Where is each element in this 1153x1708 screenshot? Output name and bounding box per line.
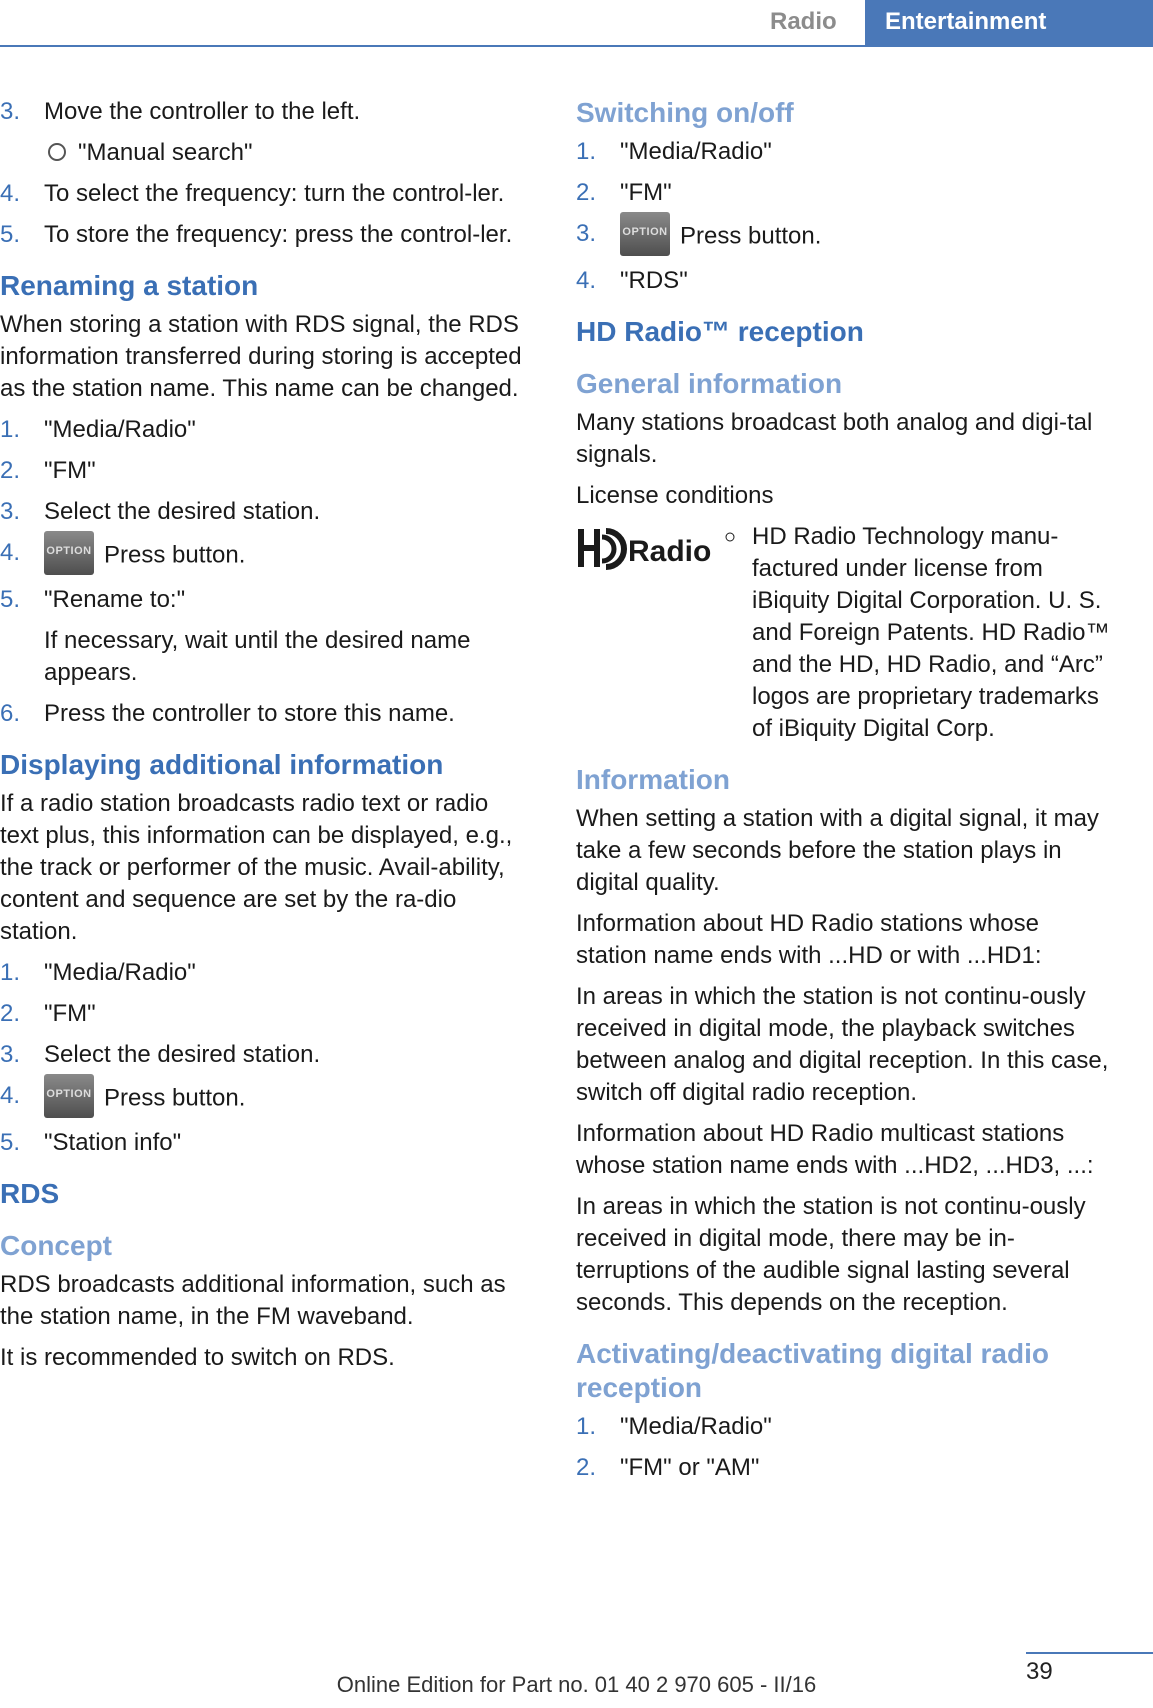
paragraph: If a radio station broadcasts radio text or radio text plus, this information can be displayed, e.g., the track or performer of the music. Avail-ability, content and sequence are set by the ra-dio station. <box>0 790 513 945</box>
right-column <box>576 96 1116 1493</box>
paragraph: In areas in which the station is not continu-ously received in digital mode, the playback switches between analog and digital reception. In this case, switch off digital radio reception. <box>576 983 1109 1106</box>
list-item-sub: "Manual search" <box>0 137 532 169</box>
list-item: 5. "Rename to:" <box>0 586 186 613</box>
paragraph: It is recommended to switch on RDS. <box>0 1344 395 1371</box>
list-item: 3. OPTION Press button. <box>576 218 1116 256</box>
list-item: 3. Move the controller to the left. <box>0 98 361 125</box>
list-item: 5. "Station info" <box>0 1129 182 1156</box>
heading-information: Information <box>576 764 730 795</box>
list-item: 4. To select the frequency: turn the control-ler. <box>0 180 505 207</box>
option-button-icon: OPTION <box>620 212 670 256</box>
heading-hd-radio: HD Radio™ reception <box>576 316 864 347</box>
heading-general-info: General information <box>576 368 843 399</box>
list-item: 2. "FM" <box>576 179 672 206</box>
list-item: 3. Select the desired station. <box>0 1041 321 1068</box>
paragraph: Many stations broadcast both analog and digi-tal signals. <box>576 409 1093 468</box>
header-tab-entertainment: Entertainment <box>865 0 1153 47</box>
heading-concept: Concept <box>0 1230 112 1261</box>
header-tab-radio: Radio <box>770 8 837 35</box>
list-item: 5. To store the frequency: press the control-ler. <box>0 221 513 248</box>
left-column <box>0 96 532 1383</box>
heading-switching: Switching on/off <box>576 97 794 128</box>
list-item: 2. "FM" or "AM" <box>576 1454 760 1481</box>
paragraph: Information about HD Radio multicast stations whose station name ends with ...HD2, ...HD3, ...: <box>576 1120 1094 1179</box>
paragraph: License conditions <box>576 482 774 509</box>
option-button-icon: OPTION <box>44 1074 94 1118</box>
footer-edition: Online Edition for Part no. 01 40 2 970 605 - II/16 <box>336 1672 817 1697</box>
list-item: 1. "Media/Radio" <box>576 1413 772 1440</box>
heading-additional-info: Displaying additional information <box>0 749 444 780</box>
paragraph: In areas in which the station is not continu-ously received in digital mode, there may be in-terruptions of the audible signal lasting several seconds. This depends on the reception. <box>576 1193 1086 1316</box>
list-item: 2. "FM" <box>0 1000 96 1027</box>
list-item: 1. "Media/Radio" <box>0 416 196 443</box>
heading-renaming: Renaming a station <box>0 270 259 301</box>
license-text: HD Radio Technology manu-factured under license from iBiquity Digital Corporation. U. S. and Foreign Patents. HD Radio™ and the HD, HD Radio, and “Arc” logos are proprietary trademarks of iBiquity Digital Corp. <box>752 523 1110 742</box>
svg-text:Radio: Radio <box>628 535 712 568</box>
page-number: 39 <box>1026 1658 1053 1685</box>
heading-activating: Activating/deactivating digital radio reception <box>576 1338 1049 1403</box>
list-item: 6. Press the controller to store this name. <box>0 700 455 727</box>
list-item: 1. "Media/Radio" <box>0 959 196 986</box>
list-item: 1. "Media/Radio" <box>576 138 772 165</box>
option-button-icon: OPTION <box>44 531 94 575</box>
list-item: 3. Select the desired station. <box>0 498 321 525</box>
paragraph: Information about HD Radio stations whose station name ends with ...HD or with ...HD1: <box>576 910 1042 969</box>
page-header <box>0 0 1153 48</box>
license-block <box>576 521 1116 745</box>
list-item-note: If necessary, wait until the desired name appears. <box>44 627 471 686</box>
list-item: 4. "RDS" <box>576 267 688 294</box>
hd-radio-logo <box>576 521 740 577</box>
list-item: 4. OPTION Press button. <box>0 537 532 575</box>
paragraph: When setting a station with a digital signal, it may take a few seconds before the station plays in digital quality. <box>576 805 1099 896</box>
controller-icon <box>48 143 66 161</box>
list-item: 4. OPTION Press button. <box>0 1080 532 1118</box>
list-item: 2. "FM" <box>0 457 96 484</box>
paragraph: RDS broadcasts additional information, such as the station name, in the FM waveband. <box>0 1271 506 1330</box>
paragraph: When storing a station with RDS signal, the RDS information transferred during storing is accepted as the station name. This name can be changed. <box>0 311 522 402</box>
heading-rds: RDS <box>0 1178 60 1209</box>
page-number-rule <box>1026 1652 1153 1654</box>
